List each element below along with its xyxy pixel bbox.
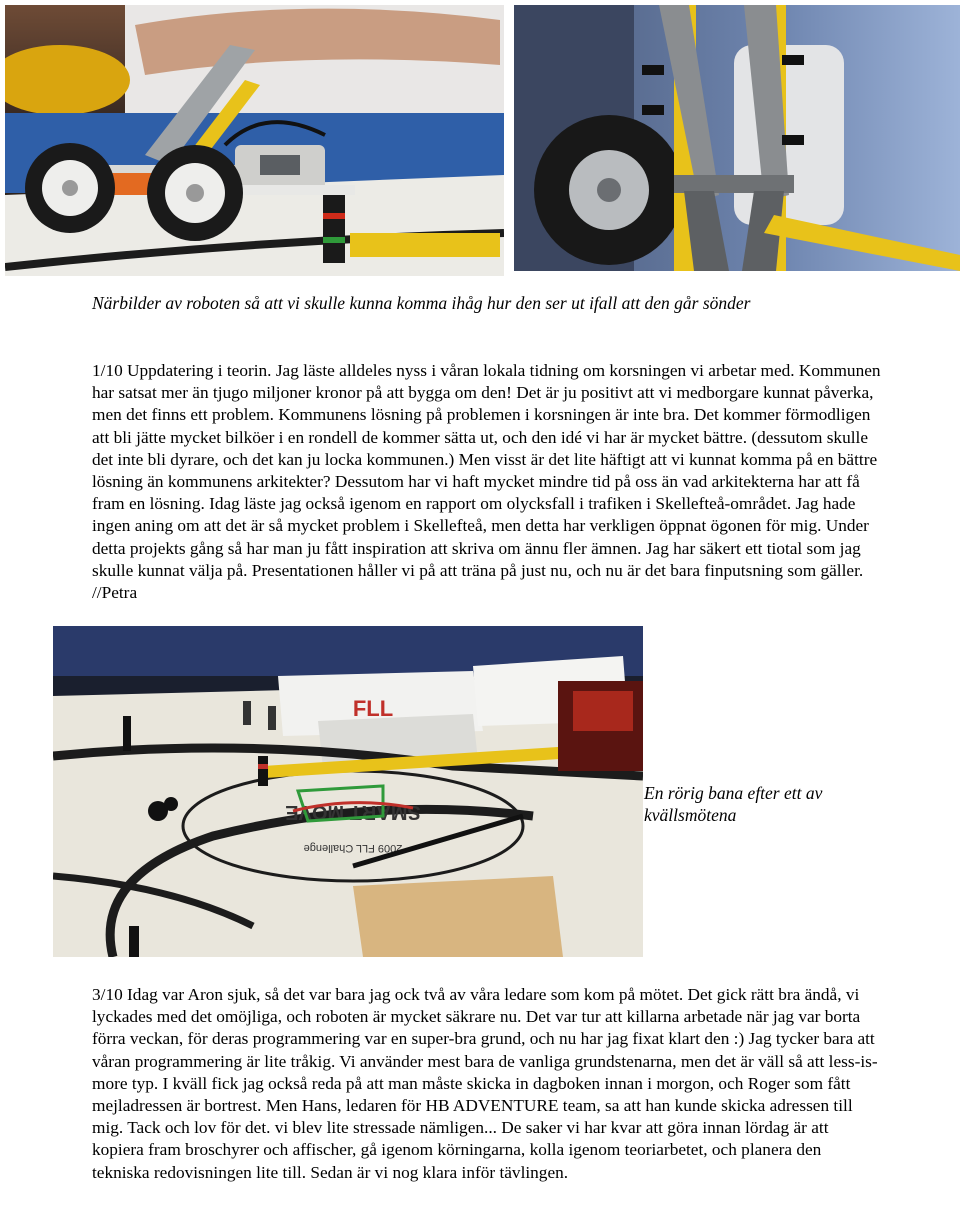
poster-logo: FLL [352,696,394,721]
robot-photos-caption: Närbilder av roboten så att vi skulle kunna komma ihåg hur den ser ut ifall att den går sönder [92,293,751,313]
track-photo-caption: En rörig bana efter ett av kvällsmötena [644,783,823,825]
diary-entry-oct-1 [92,360,882,604]
mat-title: SMART MOVE [285,801,421,823]
entry-text: 1/10 Uppdatering i teorin. Jag läste alldeles nyss i våran lokala tidning om korsningen vi arbetar med. Kommunen har satsat mer än tjugo miljoner kronor på att bygga om den! Det är ju positivt att vi medborgare kunnat påverka, men det finns ett problem. Kommunens lösning på problemen i korsningen är inte bra. Det kommer förmodligen att bli jätte mycket bilköer i en rondell de kommer sätta ut, och den idé vi har är mycket bättre. (dessutom skulle det inte bli dyrare, och det kan ju locka kommunen.) Men visst är det lite häftigt att vi kunnat komma på en bättre lösning än kommunens arkitekter? Dessutom har vi haft mycket mindre tid på oss än vad arkitekterna har att få fram en lösning. Idag läste jag också igenom en rapport om olycksfall i trafiken i Skellefteå-området. Jag hade ingen aning om att det är så mycket problem i Skellefteå, men detta har verkligen öppnat ögonen för mig. Under detta projekts gång så har man ju fått inspiration att skriva om ännu fler ämnen. Jag har säkert ett tiotal som jag skulle kunnat välja på. Presentationen håller vi på att träna på just nu, och nu är det bara finputsning som gäller. //Petra [92,361,881,603]
entry-text: 3/10 Idag var Aron sjuk, så det var bara jag ock två av våra ledare som kom på mötet. Det gick rätt bra ändå, vi lyckades med det omöjliga, och roboten är mycket säkrare nu. Det var tur att killarna arbetade när jag var borta förra veckan, för deras programmering var en super-bra grund, och nu har jag fixat klart den :) Jag tycker bara att våran programmering är lite tråkig. Vi använder mest bara de vanliga grundstenarna, men det är väll så att less-is-more typ. I kväll fick jag också reda på att man måste skicka in dagboken innan i morgon, och Roger som fått mejladressen är bortrest. Men Hans, ledaren för HB ADVENTURE team, sa att han kunde skicka adressen till mig. Tack och lov för det. vi blev lite stressade nämligen... De saker vi har kvar att göra innan lördag är att kopiera fram broschyrer och affischer, gå igenom körningarna, kolla igenom teoriarbetet, och planera den tekniska redovisningen lite till. Sedan är vi nog klara inför tävlingen. [92,985,878,1182]
robot-closeup-photo-left [5,5,504,276]
mat-subtitle: 2009 FLL Challenge [303,842,403,854]
robot-closeup-photo-right [514,5,960,271]
track-photo [53,626,643,957]
diary-entry-oct-3 [92,984,882,1184]
